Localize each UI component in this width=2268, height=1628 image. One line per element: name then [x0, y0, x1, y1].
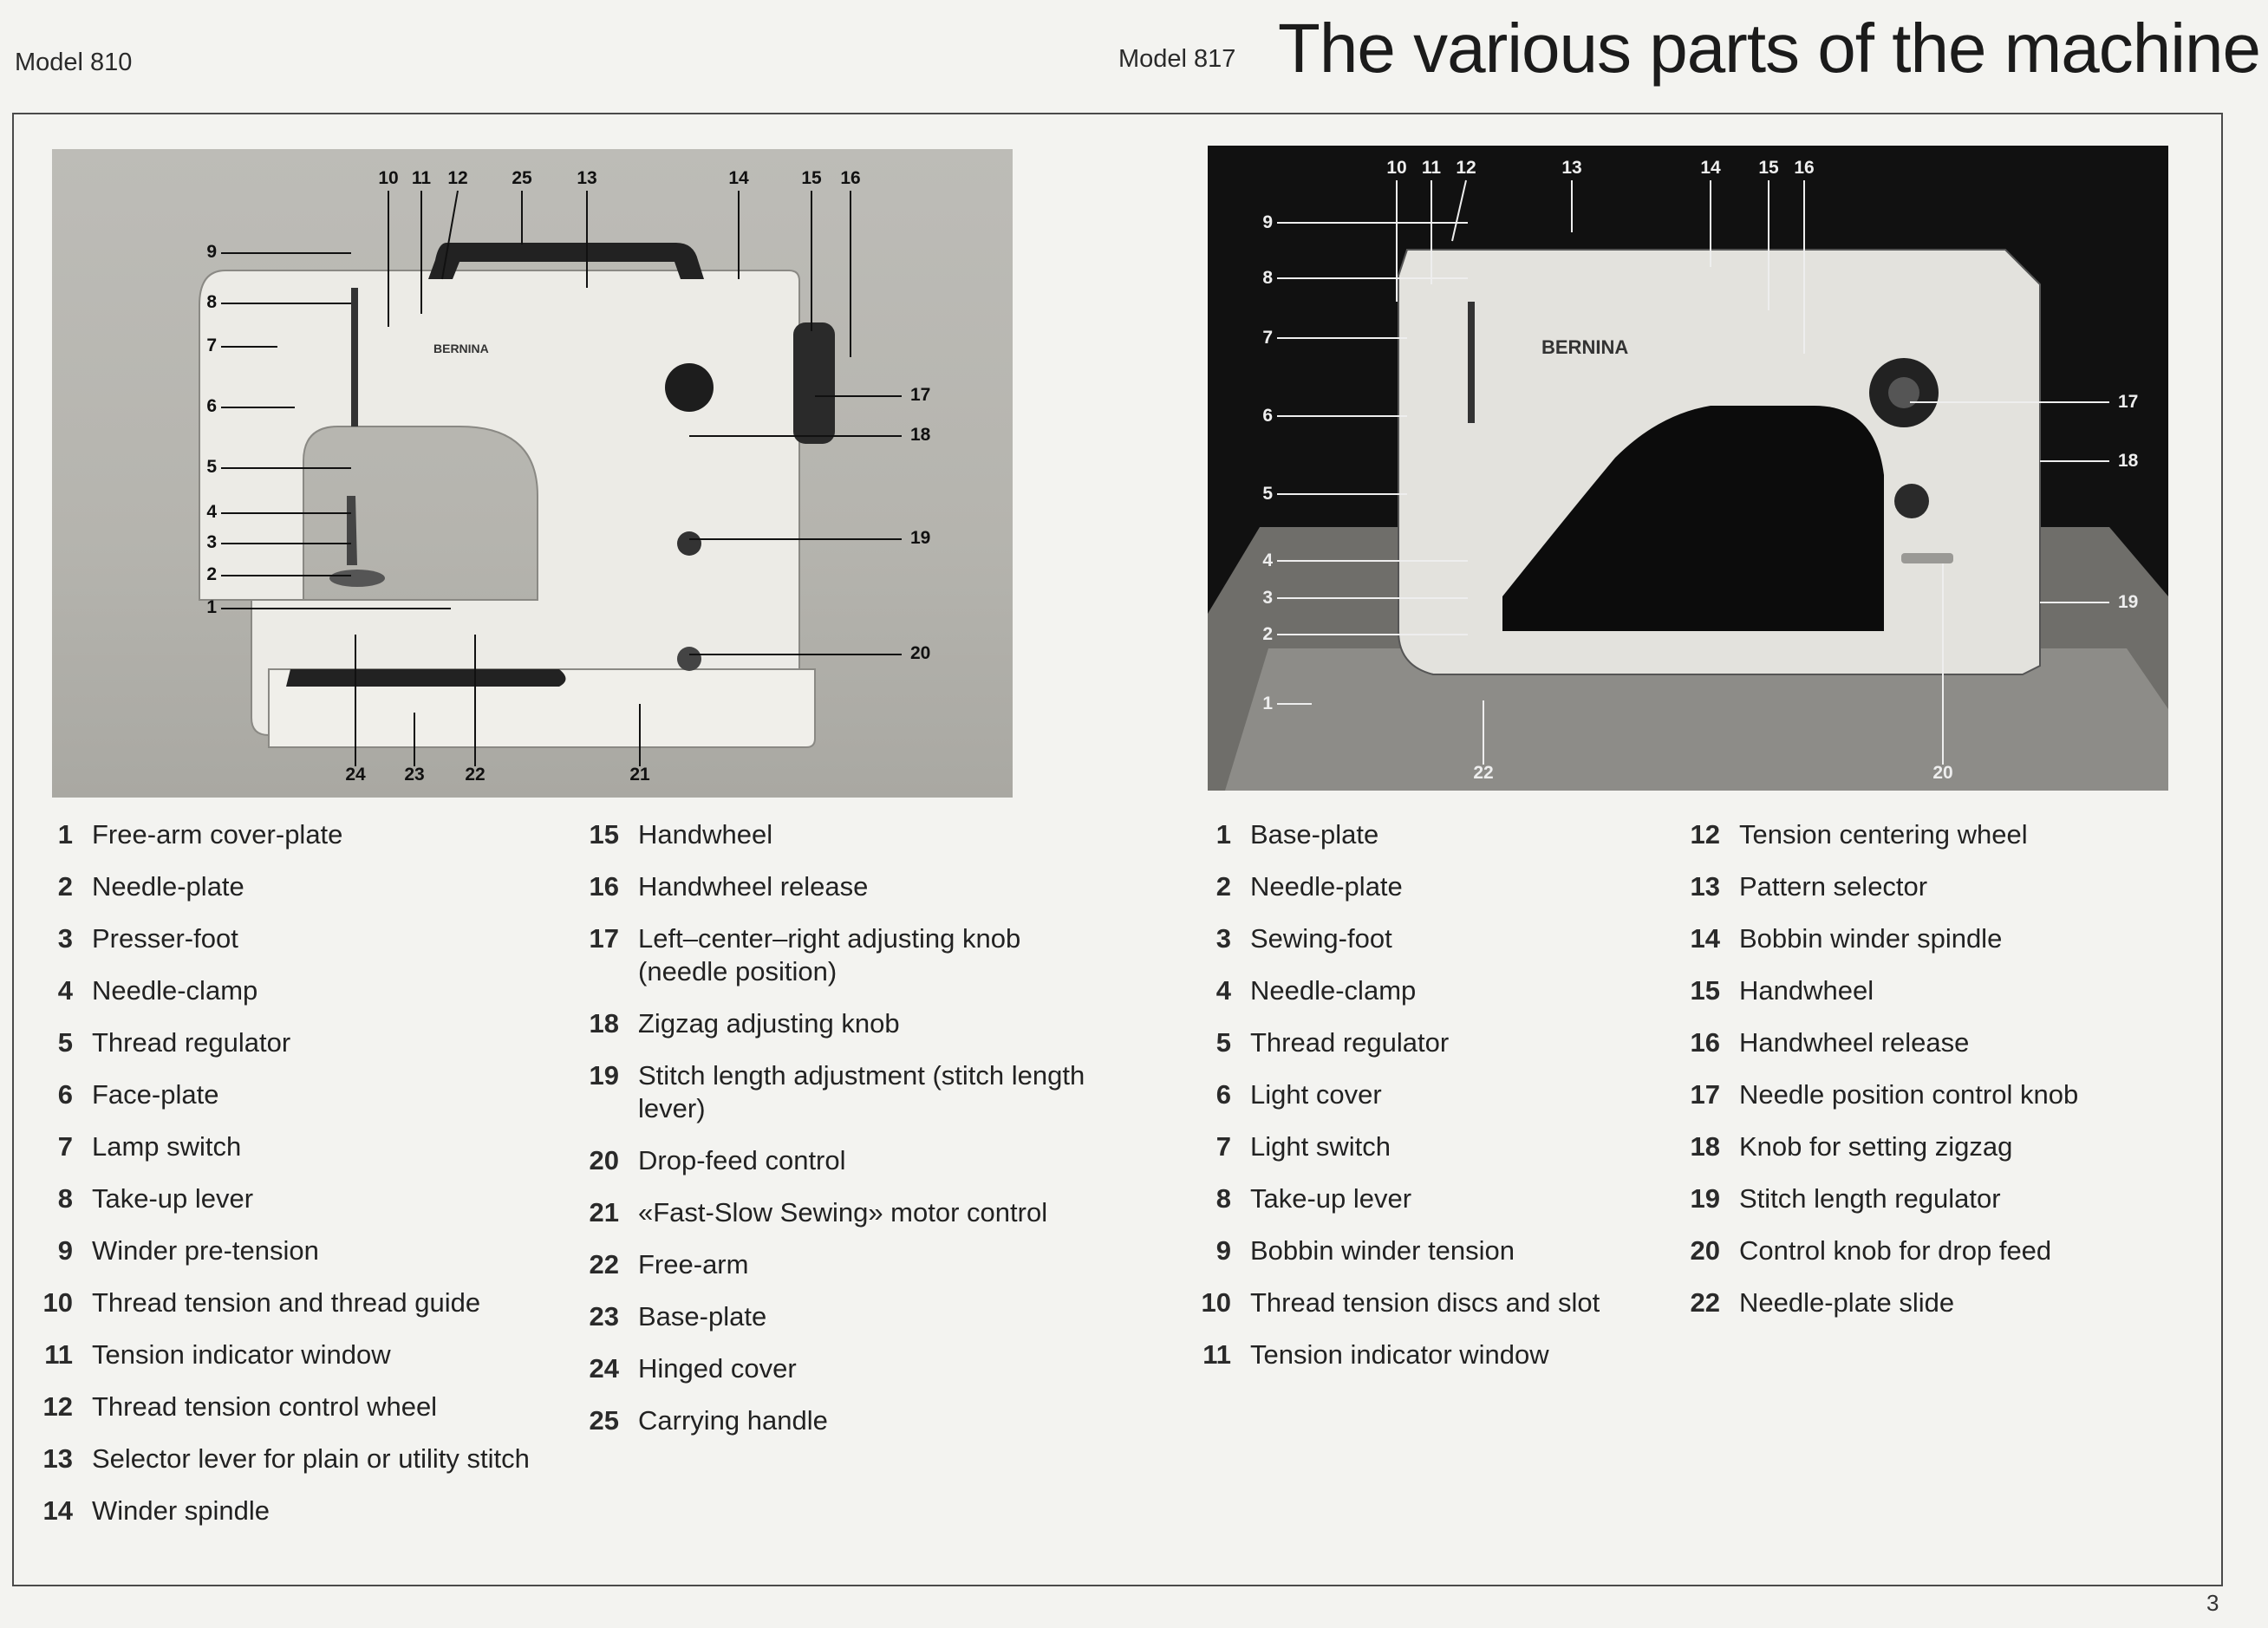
callout-label: 8: [206, 292, 217, 312]
legend-number: 18: [1690, 1131, 1720, 1162]
legend-item: [1685, 1182, 2206, 1215]
legend-number: 21: [589, 1197, 619, 1228]
callout-label: 13: [577, 168, 597, 188]
legend-text: Thread tension and thread guide: [92, 1287, 481, 1318]
legend-number: 15: [589, 819, 619, 850]
legend-text: Drop-feed control: [638, 1145, 846, 1175]
legend-item: [584, 922, 1105, 988]
presser-foot-810: [347, 496, 357, 565]
legend-item: [38, 1182, 558, 1215]
callout-label: 3: [1262, 588, 1273, 608]
callout-label: 10: [378, 168, 399, 188]
callout-label: 1: [1262, 694, 1273, 713]
legend-text: Thread tension discs and slot: [1250, 1287, 1600, 1318]
legend-item: [584, 1300, 1105, 1333]
callout-label: 10: [1386, 158, 1407, 178]
legend-number: 13: [42, 1443, 73, 1474]
callout-label: 22: [465, 765, 486, 785]
legend-item: [1685, 1078, 2206, 1111]
callout-label: 13: [1561, 158, 1582, 178]
legend-item: [1196, 922, 1682, 955]
legend-text: Thread tension control wheel: [92, 1391, 438, 1422]
legend-text: Bobbin winder tension: [1250, 1235, 1515, 1266]
legend-number: 18: [589, 1008, 619, 1039]
legend-item: [584, 1007, 1105, 1040]
legend-number: 11: [44, 1339, 73, 1370]
legend-number: 13: [1690, 871, 1720, 902]
drop-feed-knob-810: [677, 647, 701, 671]
legend-text: Take-up lever: [92, 1183, 254, 1214]
legend-text: Lamp switch: [92, 1131, 242, 1162]
callout-label: 12: [1456, 158, 1476, 178]
callout-label: 5: [206, 457, 217, 477]
legend-number: 5: [57, 1027, 73, 1058]
legend-text: Pattern selector: [1739, 871, 1928, 902]
legend-item: [584, 818, 1105, 851]
callout-label: 17: [910, 385, 931, 405]
legend-item: [38, 974, 558, 1007]
callout-label: 23: [404, 765, 425, 785]
legend-text: Needle-plate: [92, 871, 244, 902]
callout-label: 2: [1262, 624, 1273, 644]
legend-item: [1685, 1026, 2206, 1059]
legend-text: Handwheel: [1739, 975, 1874, 1006]
legend-text: Tension centering wheel: [1739, 819, 2028, 850]
legend-item: [584, 1144, 1105, 1177]
legend-text: Light switch: [1250, 1131, 1391, 1162]
callout-label: 17: [2118, 392, 2139, 412]
legend-number: 7: [57, 1131, 73, 1162]
drop-feed-control-817: [1901, 553, 1953, 563]
legend-text: Needle-clamp: [92, 975, 258, 1006]
legend-item: [38, 1495, 558, 1527]
legend-number: 22: [589, 1249, 619, 1280]
callout-label: 11: [1421, 158, 1442, 178]
legend-item: [1685, 1130, 2206, 1163]
legend-item: [1196, 1130, 1682, 1163]
legend-item: [1196, 974, 1682, 1007]
legend-item: [1196, 1286, 1682, 1319]
legend-number: 2: [1215, 871, 1231, 902]
legend-number: 25: [589, 1405, 619, 1436]
legend-number: 9: [1215, 1235, 1231, 1266]
legend-item: [1196, 1338, 1682, 1371]
callout-label: 4: [206, 502, 217, 522]
legend-item: [38, 922, 558, 955]
legend-number: 15: [1690, 975, 1720, 1006]
callout-label: 9: [206, 242, 217, 262]
model-810-label: Model 810: [15, 49, 133, 76]
legend-number: 10: [1201, 1287, 1231, 1318]
callout-label: 8: [1262, 268, 1273, 288]
legend-item: [38, 1026, 558, 1059]
legend-text: Needle-plate: [1250, 871, 1403, 902]
legend-number: 1: [57, 819, 73, 850]
legend-number: 14: [1690, 923, 1720, 954]
legend-item: [584, 1248, 1105, 1281]
legend-item: [584, 870, 1105, 903]
stitch-length-lever-810: [677, 531, 701, 556]
handwheel-810: [793, 322, 835, 444]
legend-text: Zigzag adjusting knob: [638, 1008, 900, 1039]
model-817-photo: [1208, 146, 2168, 791]
legend-model-810-part-2: [584, 818, 1105, 1456]
callout-label: 24: [345, 765, 366, 785]
callout-label: 3: [206, 532, 217, 552]
legend-item: [1196, 1234, 1682, 1267]
legend-text: Free-arm cover-plate: [92, 819, 343, 850]
callout-label: 18: [2118, 451, 2139, 471]
legend-number: 19: [589, 1060, 619, 1091]
callout-label: 18: [910, 425, 931, 445]
legend-text: Winder pre-tension: [92, 1235, 319, 1266]
legend-number: 11: [1202, 1339, 1231, 1370]
callout-label: 1: [206, 597, 217, 617]
free-arm-cover-810: [286, 669, 566, 687]
legend-item: [38, 1390, 558, 1423]
legend-number: 9: [57, 1235, 73, 1266]
legend-text: Knob for setting zigzag: [1739, 1131, 2013, 1162]
callout-label: 2: [206, 564, 217, 584]
legend-item: [1685, 922, 2206, 955]
callout-label: 21: [629, 765, 650, 785]
legend-text: Stitch length adjustment (stitch length lever): [638, 1060, 1085, 1123]
legend-text: Tension indicator window: [1250, 1339, 1549, 1370]
legend-number: 4: [1215, 975, 1231, 1006]
callout-leader: [1452, 180, 1466, 241]
callout-label: 14: [728, 168, 749, 188]
legend-item: [38, 1078, 558, 1111]
legend-item: [38, 1286, 558, 1319]
callout-label: 4: [1262, 550, 1273, 570]
callout-label: 15: [1758, 158, 1779, 178]
legend-text: Selector lever for plain or utility stitch: [92, 1443, 530, 1474]
legend-number: 14: [42, 1495, 73, 1526]
legend-model-817-part-2: [1685, 818, 2206, 1338]
callout-label: 7: [206, 335, 217, 355]
legend-number: 6: [57, 1079, 73, 1110]
legend-item: [1196, 870, 1682, 903]
legend-text: Base-plate: [638, 1301, 767, 1332]
machine-body-810: [199, 270, 799, 735]
legend-text: Carrying handle: [638, 1405, 828, 1436]
callout-label: 22: [1473, 763, 1494, 783]
take-up-lever-810: [351, 288, 358, 427]
legend-text: Face-plate: [92, 1079, 219, 1110]
legend-text: Left–center–right adjusting knob (needle position): [638, 923, 1021, 987]
legend-number: 16: [589, 871, 619, 902]
legend-text: Bobbin winder spindle: [1739, 923, 2003, 954]
callout-label: 15: [801, 168, 822, 188]
stitch-length-knob-817: [1894, 484, 1929, 518]
legend-item: [38, 1442, 558, 1475]
legend-number: 16: [1690, 1027, 1720, 1058]
brand-817: BERNINA: [1541, 336, 1629, 358]
legend-text: Needle-clamp: [1250, 975, 1417, 1006]
legend-text: Sewing-foot: [1250, 923, 1392, 954]
callout-label: 14: [1700, 158, 1721, 178]
legend-model-810-part-1: [38, 818, 558, 1547]
legend-number: 17: [589, 923, 619, 954]
legend-number: 3: [57, 923, 73, 954]
legend-number: 5: [1215, 1027, 1231, 1058]
legend-text: Handwheel release: [1739, 1027, 1970, 1058]
legend-number: 3: [1215, 923, 1231, 954]
callout-label: 16: [840, 168, 861, 188]
callout-label: 12: [447, 168, 468, 188]
callout-label: 5: [1262, 484, 1273, 504]
take-up-lever-817: [1468, 302, 1475, 423]
legend-text: Free-arm: [638, 1249, 749, 1280]
legend-number: 19: [1690, 1183, 1720, 1214]
legend-text: Thread regulator: [1250, 1027, 1450, 1058]
callout-label: 6: [1262, 406, 1273, 426]
legend-item: [1685, 870, 2206, 903]
legend-text: Needle position control knob: [1739, 1079, 2079, 1110]
legend-number: 10: [42, 1287, 73, 1318]
legend-item: [38, 818, 558, 851]
legend-number: 7: [1215, 1131, 1231, 1162]
legend-number: 24: [589, 1353, 619, 1384]
callout-label: 19: [2118, 592, 2139, 612]
legend-text: Handwheel release: [638, 871, 869, 902]
zigzag-knob-center-817: [1888, 377, 1919, 408]
needle-plate-810: [329, 570, 385, 587]
legend-number: 4: [57, 975, 73, 1006]
callout-label: 9: [1262, 212, 1273, 232]
legend-item: [38, 870, 558, 903]
page-number: 3: [2206, 1590, 2219, 1616]
legend-number: 2: [57, 871, 73, 902]
legend-number: 12: [42, 1391, 73, 1422]
legend-number: 20: [1690, 1235, 1720, 1266]
legend-item: [38, 1338, 558, 1371]
legend-item: [1196, 1182, 1682, 1215]
legend-item: [38, 1234, 558, 1267]
callout-label: 11: [411, 168, 432, 188]
legend-number: 8: [1215, 1183, 1231, 1214]
legend-item: [584, 1196, 1105, 1229]
legend-number: 1: [1215, 819, 1231, 850]
legend-item: [1196, 1026, 1682, 1059]
legend-text: Control knob for drop feed: [1739, 1235, 2052, 1266]
legend-item: [38, 1130, 558, 1163]
brand-810: BERNINA: [433, 342, 489, 355]
legend-number: 22: [1690, 1287, 1720, 1318]
page-title: The various parts of the machine: [1278, 10, 2261, 87]
legend-number: 6: [1215, 1079, 1231, 1110]
legend-text: Base-plate: [1250, 819, 1379, 850]
zigzag-knob-810: [665, 363, 714, 412]
legend-number: 17: [1690, 1079, 1720, 1110]
legend-text: Stitch length regulator: [1739, 1183, 2001, 1214]
legend-item: [584, 1404, 1105, 1437]
legend-item: [1685, 1286, 2206, 1319]
legend-model-817-part-1: [1196, 818, 1682, 1390]
legend-text: Presser-foot: [92, 923, 238, 954]
legend-text: Take-up lever: [1250, 1183, 1412, 1214]
legend-item: [1196, 818, 1682, 851]
model-817-label: Model 817: [1118, 45, 1236, 73]
legend-item: [1685, 974, 2206, 1007]
legend-text: Needle-plate slide: [1739, 1287, 1955, 1318]
legend-text: Handwheel: [638, 819, 773, 850]
model-810-photo: [52, 149, 1013, 798]
legend-number: 12: [1690, 819, 1720, 850]
legend-item: [584, 1352, 1105, 1385]
legend-number: 20: [589, 1145, 619, 1175]
legend-item: [584, 1059, 1105, 1125]
callout-label: 6: [206, 396, 217, 416]
legend-item: [1685, 1234, 2206, 1267]
legend-text: Light cover: [1250, 1079, 1382, 1110]
legend-text: Hinged cover: [638, 1353, 797, 1384]
legend-text: Tension indicator window: [92, 1339, 391, 1370]
legend-item: [1196, 1078, 1682, 1111]
callout-label: 16: [1794, 158, 1815, 178]
callout-label: 20: [1932, 763, 1953, 783]
legend-text: «Fast-Slow Sewing» motor control: [638, 1197, 1048, 1228]
callout-label: 20: [910, 643, 931, 663]
callout-label: 19: [910, 528, 931, 548]
callout-label: 7: [1262, 328, 1273, 348]
legend-text: Winder spindle: [92, 1495, 270, 1526]
legend-number: 23: [589, 1301, 619, 1332]
legend-number: 8: [57, 1183, 73, 1214]
callout-label: 25: [512, 168, 532, 188]
legend-text: Thread regulator: [92, 1027, 291, 1058]
legend-item: [1685, 818, 2206, 851]
